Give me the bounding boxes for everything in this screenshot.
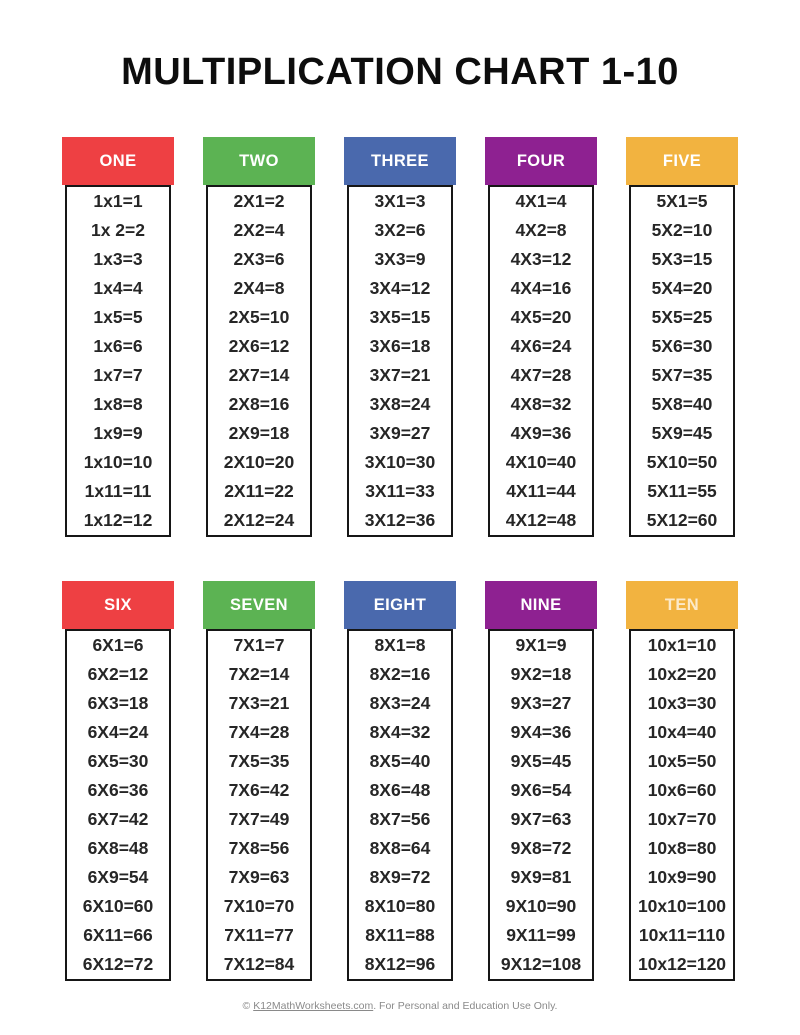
fact-cell: 6X3=18 <box>87 693 149 713</box>
fact-cell: 1x3=3 <box>93 249 143 269</box>
fact-cell: 10x3=30 <box>647 693 717 713</box>
table-header-two: TWO <box>203 137 315 185</box>
fact-cell: 7X10=70 <box>223 896 295 916</box>
times-table-ten <box>626 581 738 981</box>
fact-cell: 1x8=8 <box>93 394 143 414</box>
fact-cell: 2X1=2 <box>233 191 285 211</box>
fact-cell: 9X5=45 <box>510 751 572 771</box>
fact-cell: 7X1=7 <box>233 635 285 655</box>
fact-cell: 2X4=8 <box>233 278 285 298</box>
fact-cell: 6X12=72 <box>82 954 154 974</box>
fact-cell: 5X11=55 <box>647 481 717 501</box>
fact-cell: 10x2=20 <box>647 664 717 684</box>
table-header-eight: EIGHT <box>344 581 456 629</box>
fact-cell: 10x12=120 <box>637 954 727 974</box>
fact-cell: 7X8=56 <box>228 838 290 858</box>
bottom-grid <box>0 581 800 981</box>
fact-cell: 1x4=4 <box>93 278 143 298</box>
table-header-five: FIVE <box>626 137 738 185</box>
fact-cell: 7X7=49 <box>228 809 290 829</box>
table-body <box>488 629 594 981</box>
fact-cell: 2X5=10 <box>228 307 290 327</box>
table-header-four: FOUR <box>485 137 597 185</box>
fact-cell: 3X8=24 <box>369 394 431 414</box>
fact-cell: 4X9=36 <box>510 423 572 443</box>
table-header-one: ONE <box>62 137 174 185</box>
fact-cell: 9X8=72 <box>510 838 572 858</box>
table-header-seven: SEVEN <box>203 581 315 629</box>
times-table-five <box>626 137 738 537</box>
times-table-three <box>344 137 456 537</box>
fact-cell: 3X10=30 <box>364 452 436 472</box>
fact-cell: 8X10=80 <box>364 896 436 916</box>
fact-cell: 5X2=10 <box>651 220 713 240</box>
fact-cell: 7X11=77 <box>224 925 294 945</box>
fact-cell: 7X12=84 <box>223 954 295 974</box>
fact-cell: 4X6=24 <box>510 336 572 356</box>
fact-cell: 8X2=16 <box>369 664 431 684</box>
fact-cell: 10x7=70 <box>647 809 717 829</box>
fact-cell: 4X2=8 <box>515 220 567 240</box>
fact-cell: 1x1=1 <box>93 191 143 211</box>
fact-cell: 10x5=50 <box>647 751 717 771</box>
fact-cell: 4X1=4 <box>515 191 567 211</box>
fact-cell: 4X10=40 <box>505 452 577 472</box>
page-title: MULTIPLICATION CHART 1-10 <box>121 51 679 93</box>
fact-cell: 5X3=15 <box>651 249 713 269</box>
table-body <box>65 629 171 981</box>
fact-cell: 6X5=30 <box>87 751 149 771</box>
fact-cell: 6X10=60 <box>82 896 154 916</box>
fact-cell: 6X8=48 <box>87 838 149 858</box>
table-body <box>206 185 312 537</box>
fact-cell: 3X7=21 <box>369 365 431 385</box>
times-table-eight <box>344 581 456 981</box>
fact-cell: 8X11=88 <box>365 925 435 945</box>
fact-cell: 8X6=48 <box>369 780 431 800</box>
table-body <box>65 185 171 537</box>
fact-cell: 10x4=40 <box>647 722 717 742</box>
fact-cell: 7X2=14 <box>228 664 290 684</box>
fact-cell: 3X6=18 <box>369 336 431 356</box>
fact-cell: 4X7=28 <box>510 365 572 385</box>
fact-cell: 6X6=36 <box>87 780 149 800</box>
fact-cell: 1x 2=2 <box>90 220 145 240</box>
fact-cell: 1x10=10 <box>83 452 153 472</box>
table-body <box>206 629 312 981</box>
fact-cell: 9X1=9 <box>515 635 567 655</box>
fact-cell: 5X6=30 <box>651 336 713 356</box>
footer-link[interactable]: K12MathWorksheets.com <box>253 1000 374 1012</box>
fact-cell: 2X9=18 <box>228 423 290 443</box>
fact-cell: 8X8=64 <box>369 838 431 858</box>
fact-cell: 5X4=20 <box>651 278 713 298</box>
fact-cell: 8X9=72 <box>369 867 431 887</box>
times-table-six <box>62 581 174 981</box>
table-body <box>347 629 453 981</box>
fact-cell: 7X4=28 <box>228 722 290 742</box>
table-body <box>629 629 735 981</box>
fact-cell: 3X4=12 <box>369 278 431 298</box>
fact-cell: 10x1=10 <box>647 635 717 655</box>
copyright-prefix: © <box>242 1000 254 1012</box>
times-table-two <box>203 137 315 537</box>
fact-cell: 10x11=110 <box>638 925 726 945</box>
table-header-three: THREE <box>344 137 456 185</box>
fact-cell: 10x9=90 <box>647 867 717 887</box>
fact-cell: 8X4=32 <box>369 722 431 742</box>
top-grid <box>0 137 800 537</box>
fact-cell: 6X2=12 <box>87 664 149 684</box>
times-table-nine <box>485 581 597 981</box>
fact-cell: 2X12=24 <box>223 510 295 530</box>
fact-cell: 5X8=40 <box>651 394 713 414</box>
table-header-ten: TEN <box>626 581 738 629</box>
fact-cell: 7X9=63 <box>228 867 290 887</box>
fact-cell: 2X6=12 <box>228 336 290 356</box>
times-table-one <box>62 137 174 537</box>
footer <box>0 1000 800 1012</box>
fact-cell: 2X11=22 <box>224 481 294 501</box>
fact-cell: 9X11=99 <box>506 925 576 945</box>
fact-cell: 9X12=108 <box>500 954 582 974</box>
table-header-six: SIX <box>62 581 174 629</box>
fact-cell: 1x6=6 <box>93 336 143 356</box>
fact-cell: 4X11=44 <box>506 481 576 501</box>
fact-cell: 2X8=16 <box>228 394 290 414</box>
fact-cell: 7X5=35 <box>228 751 290 771</box>
fact-cell: 3X2=6 <box>374 220 426 240</box>
table-body <box>488 185 594 537</box>
fact-cell: 1x9=9 <box>93 423 143 443</box>
fact-cell: 6X1=6 <box>92 635 144 655</box>
fact-cell: 6X11=66 <box>83 925 153 945</box>
fact-cell: 7X3=21 <box>228 693 290 713</box>
fact-cell: 6X7=42 <box>87 809 149 829</box>
fact-cell: 2X7=14 <box>228 365 290 385</box>
fact-cell: 4X3=12 <box>510 249 572 269</box>
fact-cell: 3X1=3 <box>374 191 426 211</box>
fact-cell: 8X3=24 <box>369 693 431 713</box>
fact-cell: 8X1=8 <box>374 635 426 655</box>
table-body <box>347 185 453 537</box>
fact-cell: 9X9=81 <box>510 867 572 887</box>
fact-cell: 5X1=5 <box>656 191 708 211</box>
fact-cell: 8X5=40 <box>369 751 431 771</box>
times-table-four <box>485 137 597 537</box>
fact-cell: 9X7=63 <box>510 809 572 829</box>
fact-cell: 3X11=33 <box>365 481 435 501</box>
fact-cell: 3X5=15 <box>369 307 431 327</box>
fact-cell: 9X2=18 <box>510 664 572 684</box>
fact-cell: 2X10=20 <box>223 452 295 472</box>
fact-cell: 7X6=42 <box>228 780 290 800</box>
fact-cell: 3X9=27 <box>369 423 431 443</box>
fact-cell: 4X4=16 <box>510 278 572 298</box>
fact-cell: 5X5=25 <box>651 307 713 327</box>
fact-cell: 6X4=24 <box>87 722 149 742</box>
fact-cell: 3X3=9 <box>374 249 426 269</box>
fact-cell: 3X12=36 <box>364 510 436 530</box>
fact-cell: 9X4=36 <box>510 722 572 742</box>
fact-cell: 1x5=5 <box>93 307 143 327</box>
fact-cell: 9X10=90 <box>505 896 577 916</box>
table-body <box>629 185 735 537</box>
fact-cell: 5X9=45 <box>651 423 713 443</box>
fact-cell: 4X5=20 <box>510 307 572 327</box>
fact-cell: 4X8=32 <box>510 394 572 414</box>
footer-suffix: . For Personal and Education Use Only. <box>373 1000 558 1012</box>
fact-cell: 6X9=54 <box>87 867 149 887</box>
times-table-seven <box>203 581 315 981</box>
fact-cell: 5X10=50 <box>646 452 718 472</box>
fact-cell: 10x6=60 <box>647 780 717 800</box>
fact-cell: 1x7=7 <box>93 365 143 385</box>
table-header-nine: NINE <box>485 581 597 629</box>
fact-cell: 9X3=27 <box>510 693 572 713</box>
fact-cell: 5X7=35 <box>651 365 713 385</box>
fact-cell: 2X2=4 <box>233 220 285 240</box>
fact-cell: 9X6=54 <box>510 780 572 800</box>
fact-cell: 10x8=80 <box>647 838 717 858</box>
fact-cell: 10x10=100 <box>637 896 727 916</box>
fact-cell: 8X12=96 <box>364 954 436 974</box>
fact-cell: 8X7=56 <box>369 809 431 829</box>
fact-cell: 1x12=12 <box>83 510 153 530</box>
fact-cell: 5X12=60 <box>646 510 718 530</box>
fact-cell: 2X3=6 <box>233 249 285 269</box>
fact-cell: 4X12=48 <box>505 510 577 530</box>
fact-cell: 1x11=11 <box>84 481 152 501</box>
